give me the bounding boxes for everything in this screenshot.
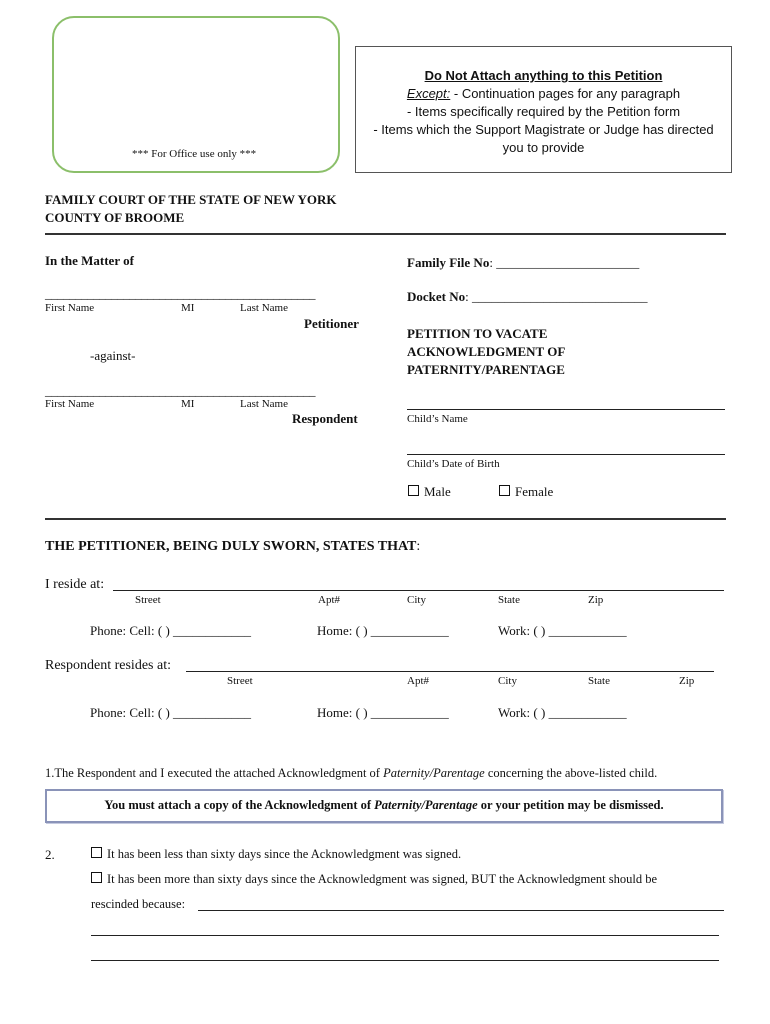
sworn-heading xyxy=(45,539,420,555)
docket-blank: : ___________________________ xyxy=(465,289,648,304)
warning-pre: You must attach a copy of the Acknowledgment of xyxy=(104,798,375,812)
resp-reside-label: Respondent resides at: xyxy=(45,658,171,673)
petition-title xyxy=(407,325,565,379)
less-than-sixty-checkbox[interactable] xyxy=(91,847,461,862)
para1-italic: Paternity/Parentage xyxy=(383,766,485,780)
resp-zip-label: Zip xyxy=(679,675,695,687)
court-header xyxy=(45,191,336,227)
checkbox-icon xyxy=(91,847,102,858)
petitioner-work-phone[interactable]: Work: ( ) ____________ xyxy=(498,623,627,638)
reside-label: I reside at: xyxy=(45,577,105,592)
checkbox-icon xyxy=(499,485,510,496)
against-label: -against- xyxy=(90,348,136,363)
petition-title-line-3: PATERNITY/PARENTAGE xyxy=(407,362,565,377)
child-name-line[interactable] xyxy=(407,409,725,410)
para1-text-post: concerning the above-listed child. xyxy=(484,766,658,780)
more-than-sixty-label: It has been more than sixty days since the Acknowledgment was signed, BUT the Acknowledgment should be xyxy=(107,872,658,886)
sworn-heading-colon: : xyxy=(416,539,421,554)
family-file-label: Family File No xyxy=(407,255,490,270)
warning-post: or your petition may be dismissed. xyxy=(477,798,664,812)
female-label: Female xyxy=(515,484,554,499)
notice-title: Do Not Attach anything to this Petition xyxy=(424,68,663,83)
resp-city-label: City xyxy=(498,675,517,687)
child-name-label: Child’s Name xyxy=(407,413,468,425)
child-dob-label: Child’s Date of Birth xyxy=(407,458,500,470)
court-county: COUNTY OF BROOME xyxy=(45,210,185,225)
rescinded-label: rescinded because: xyxy=(91,897,186,911)
less-than-sixty-label: It has been less than sixty days since the Acknowledgment was signed. xyxy=(107,847,462,861)
respondent-first-name-label: First Name xyxy=(45,398,95,410)
header-divider xyxy=(45,233,726,235)
notice-line-2: - Items specifically required by the Petition form xyxy=(406,104,681,119)
female-checkbox[interactable] xyxy=(499,484,553,500)
caption-divider xyxy=(45,518,726,520)
respondent-cell-phone[interactable]: Phone: Cell: ( ) ____________ xyxy=(90,705,252,720)
paragraph-1 xyxy=(45,766,657,781)
petitioner-name-line[interactable]: _____________________________________________ xyxy=(45,286,315,301)
checkbox-icon xyxy=(408,485,419,496)
respondent-work-phone[interactable]: Work: ( ) ____________ xyxy=(498,705,627,720)
respondent-last-name-label: Last Name xyxy=(240,398,288,410)
checkbox-icon xyxy=(91,872,102,883)
warning-text xyxy=(45,798,723,813)
reside-address-line[interactable] xyxy=(113,590,724,591)
sworn-heading-text: THE PETITIONER, BEING DULY SWORN, STATES THAT xyxy=(45,539,417,554)
reside-zip-label: Zip xyxy=(588,594,604,606)
rescinded-line-3[interactable] xyxy=(91,960,719,961)
resp-address-line[interactable] xyxy=(186,671,714,672)
male-checkbox[interactable] xyxy=(408,484,451,500)
petitioner-mi-label: MI xyxy=(181,302,195,314)
petitioner-home-phone[interactable]: Home: ( ) ____________ xyxy=(317,623,449,638)
notice-line-1-text: - Continuation pages for any paragraph xyxy=(450,86,681,101)
resp-street-label: Street xyxy=(227,675,253,687)
except-label: Except: xyxy=(406,86,451,101)
reside-state-label: State xyxy=(498,594,520,606)
office-use-note: *** For Office use only *** xyxy=(132,148,257,160)
notice-line-3: - Items which the Support Magistrate or Judge has directed xyxy=(373,122,714,137)
reside-apt-label: Apt# xyxy=(318,594,340,606)
petitioner-first-name-label: First Name xyxy=(45,302,95,314)
male-label: Male xyxy=(424,484,451,499)
para2-number: 2. xyxy=(45,847,55,862)
resp-state-label: State xyxy=(588,675,610,687)
petitioner-last-name-label: Last Name xyxy=(240,302,288,314)
respondent-name-line[interactable]: _____________________________________________ xyxy=(45,383,315,398)
rescinded-line-2[interactable] xyxy=(91,935,719,936)
petition-title-line-2: ACKNOWLEDGMENT OF xyxy=(407,344,566,359)
rescinded-line-1[interactable] xyxy=(198,910,724,911)
resp-apt-label: Apt# xyxy=(407,675,429,687)
warning-italic: Paternity/Parentage xyxy=(374,798,478,812)
para1-text-pre: 1.The Respondent and I executed the attached Acknowledgment of xyxy=(45,766,384,780)
petitioner-label: Petitioner xyxy=(304,316,359,331)
notice-line-4: you to provide xyxy=(502,140,585,155)
reside-street-label: Street xyxy=(135,594,161,606)
notice-line-1 xyxy=(355,85,732,103)
family-file-field[interactable] xyxy=(407,255,639,271)
respondent-label: Respondent xyxy=(292,411,358,426)
more-than-sixty-checkbox[interactable] xyxy=(91,872,657,887)
petition-title-line-1: PETITION TO VACATE xyxy=(407,326,548,341)
docket-field[interactable] xyxy=(407,289,648,305)
petitioner-cell-phone[interactable]: Phone: Cell: ( ) ____________ xyxy=(90,623,252,638)
reside-city-label: City xyxy=(407,594,426,606)
attachment-notice xyxy=(355,67,732,157)
child-dob-line[interactable] xyxy=(407,454,725,455)
in-matter-label: In the Matter of xyxy=(45,253,134,268)
docket-label: Docket No xyxy=(407,289,466,304)
respondent-mi-label: MI xyxy=(181,398,195,410)
court-name: FAMILY COURT OF THE STATE OF NEW YORK xyxy=(45,192,337,207)
respondent-home-phone[interactable]: Home: ( ) ____________ xyxy=(317,705,449,720)
family-file-blank: : ______________________ xyxy=(489,255,640,270)
